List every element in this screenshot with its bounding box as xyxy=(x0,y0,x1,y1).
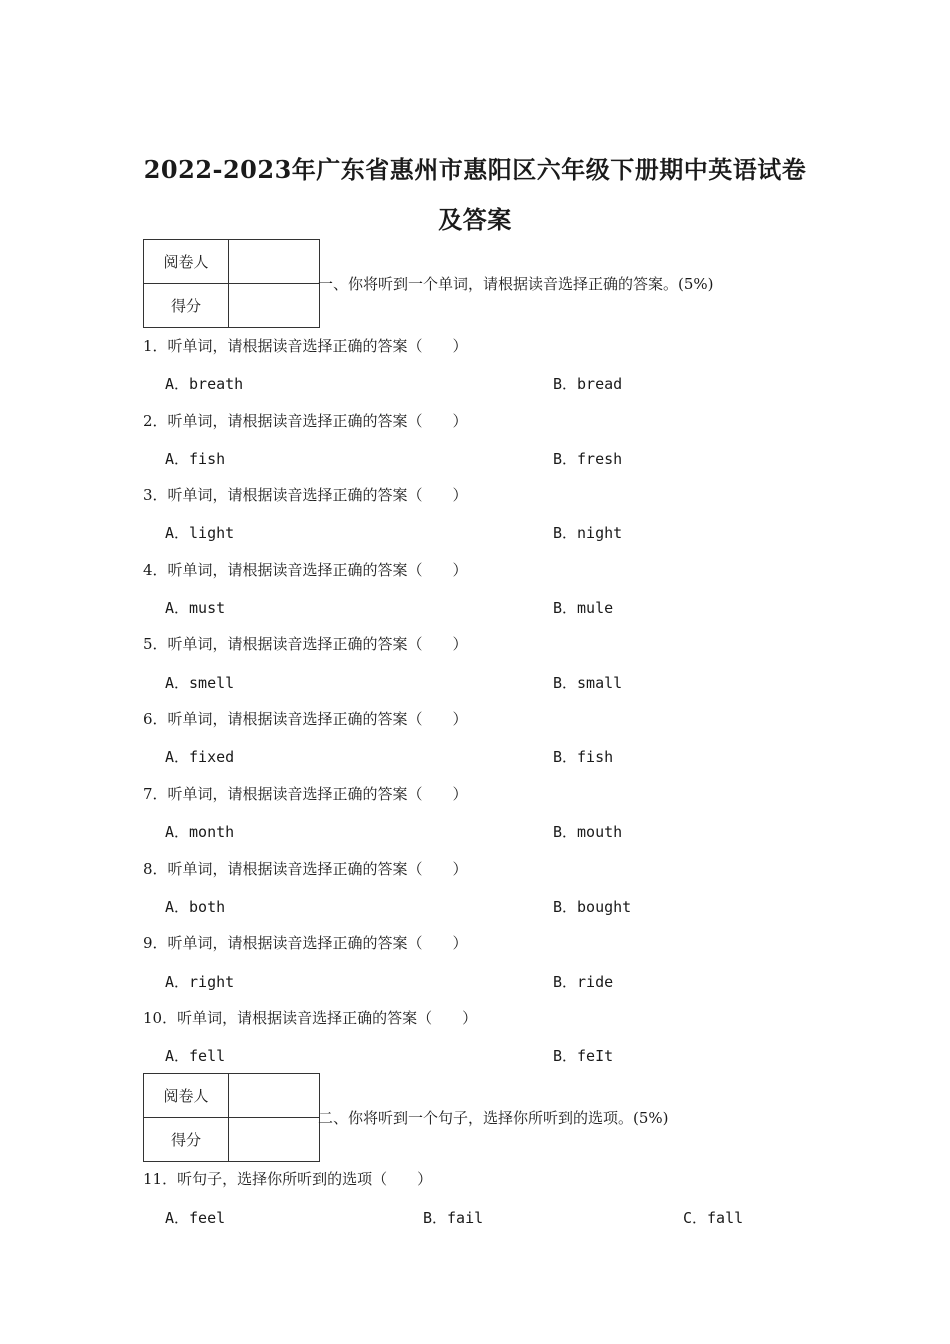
score-label: 得分 xyxy=(144,284,229,328)
option-a[interactable]: A．fell xyxy=(165,1047,226,1065)
option-a[interactable]: A．breath xyxy=(165,375,244,393)
question-text: 7．听单词，请根据读音选择正确的答案（ ） xyxy=(143,785,468,803)
option-b[interactable]: B．night xyxy=(553,524,623,542)
option-a[interactable]: A．feel xyxy=(165,1209,226,1227)
question-text: 5．听单词，请根据读音选择正确的答案（ ） xyxy=(143,635,468,653)
score-box xyxy=(143,239,320,328)
option-b[interactable]: B．feIt xyxy=(553,1047,614,1065)
question-text: 4．听单词，请根据读音选择正确的答案（ ） xyxy=(143,561,468,579)
score-label: 得分 xyxy=(144,1118,229,1162)
question-text: 1．听单词，请根据读音选择正确的答案（ ） xyxy=(143,337,468,355)
option-a[interactable]: A．fixed xyxy=(165,748,235,766)
option-a[interactable]: A．fish xyxy=(165,450,226,468)
question-text: 9．听单词，请根据读音选择正确的答案（ ） xyxy=(143,934,468,952)
reviewer-label: 阅卷人 xyxy=(144,1074,229,1118)
reviewer-label: 阅卷人 xyxy=(144,240,229,284)
option-b[interactable]: B．mouth xyxy=(553,823,623,841)
page-title-continued: 及答案 xyxy=(438,205,512,234)
question-text: 11．听句子，选择你所听到的选项（ ） xyxy=(143,1170,433,1188)
option-a[interactable]: A．smell xyxy=(165,674,235,692)
option-b[interactable]: B．fish xyxy=(553,748,614,766)
option-a[interactable]: A．month xyxy=(165,823,235,841)
section-heading: 二、你将听到一个句子，选择你所听到的选项。(5%) xyxy=(318,1109,669,1127)
section-heading: 一、你将听到一个单词，请根据读音选择正确的答案。(5%) xyxy=(318,275,714,293)
reviewer-field[interactable] xyxy=(229,1074,320,1118)
option-c[interactable]: C．fall xyxy=(683,1209,744,1227)
option-b[interactable]: B．fail xyxy=(423,1209,484,1227)
option-a[interactable]: A．must xyxy=(165,599,226,617)
option-a[interactable]: A．both xyxy=(165,898,226,916)
page-title: 2022-2023年广东省惠州市惠阳区六年级下册期中英语试卷 xyxy=(143,155,807,184)
question-text: 2．听单词，请根据读音选择正确的答案（ ） xyxy=(143,412,468,430)
option-a[interactable]: A．light xyxy=(165,524,235,542)
question-text: 6．听单词，请根据读音选择正确的答案（ ） xyxy=(143,710,468,728)
score-field[interactable] xyxy=(229,1118,320,1162)
option-b[interactable]: B．bread xyxy=(553,375,623,393)
option-b[interactable]: B．bought xyxy=(553,898,632,916)
option-b[interactable]: B．small xyxy=(553,674,623,692)
option-b[interactable]: B．mule xyxy=(553,599,614,617)
option-b[interactable]: B．fresh xyxy=(553,450,623,468)
option-a[interactable]: A．right xyxy=(165,973,235,991)
question-text: 8．听单词，请根据读音选择正确的答案（ ） xyxy=(143,860,468,878)
reviewer-field[interactable] xyxy=(229,240,320,284)
score-field[interactable] xyxy=(229,284,320,328)
score-box xyxy=(143,1073,320,1162)
option-b[interactable]: B．ride xyxy=(553,973,614,991)
question-text: 3．听单词，请根据读音选择正确的答案（ ） xyxy=(143,486,468,504)
question-text: 10．听单词，请根据读音选择正确的答案（ ） xyxy=(143,1009,478,1027)
